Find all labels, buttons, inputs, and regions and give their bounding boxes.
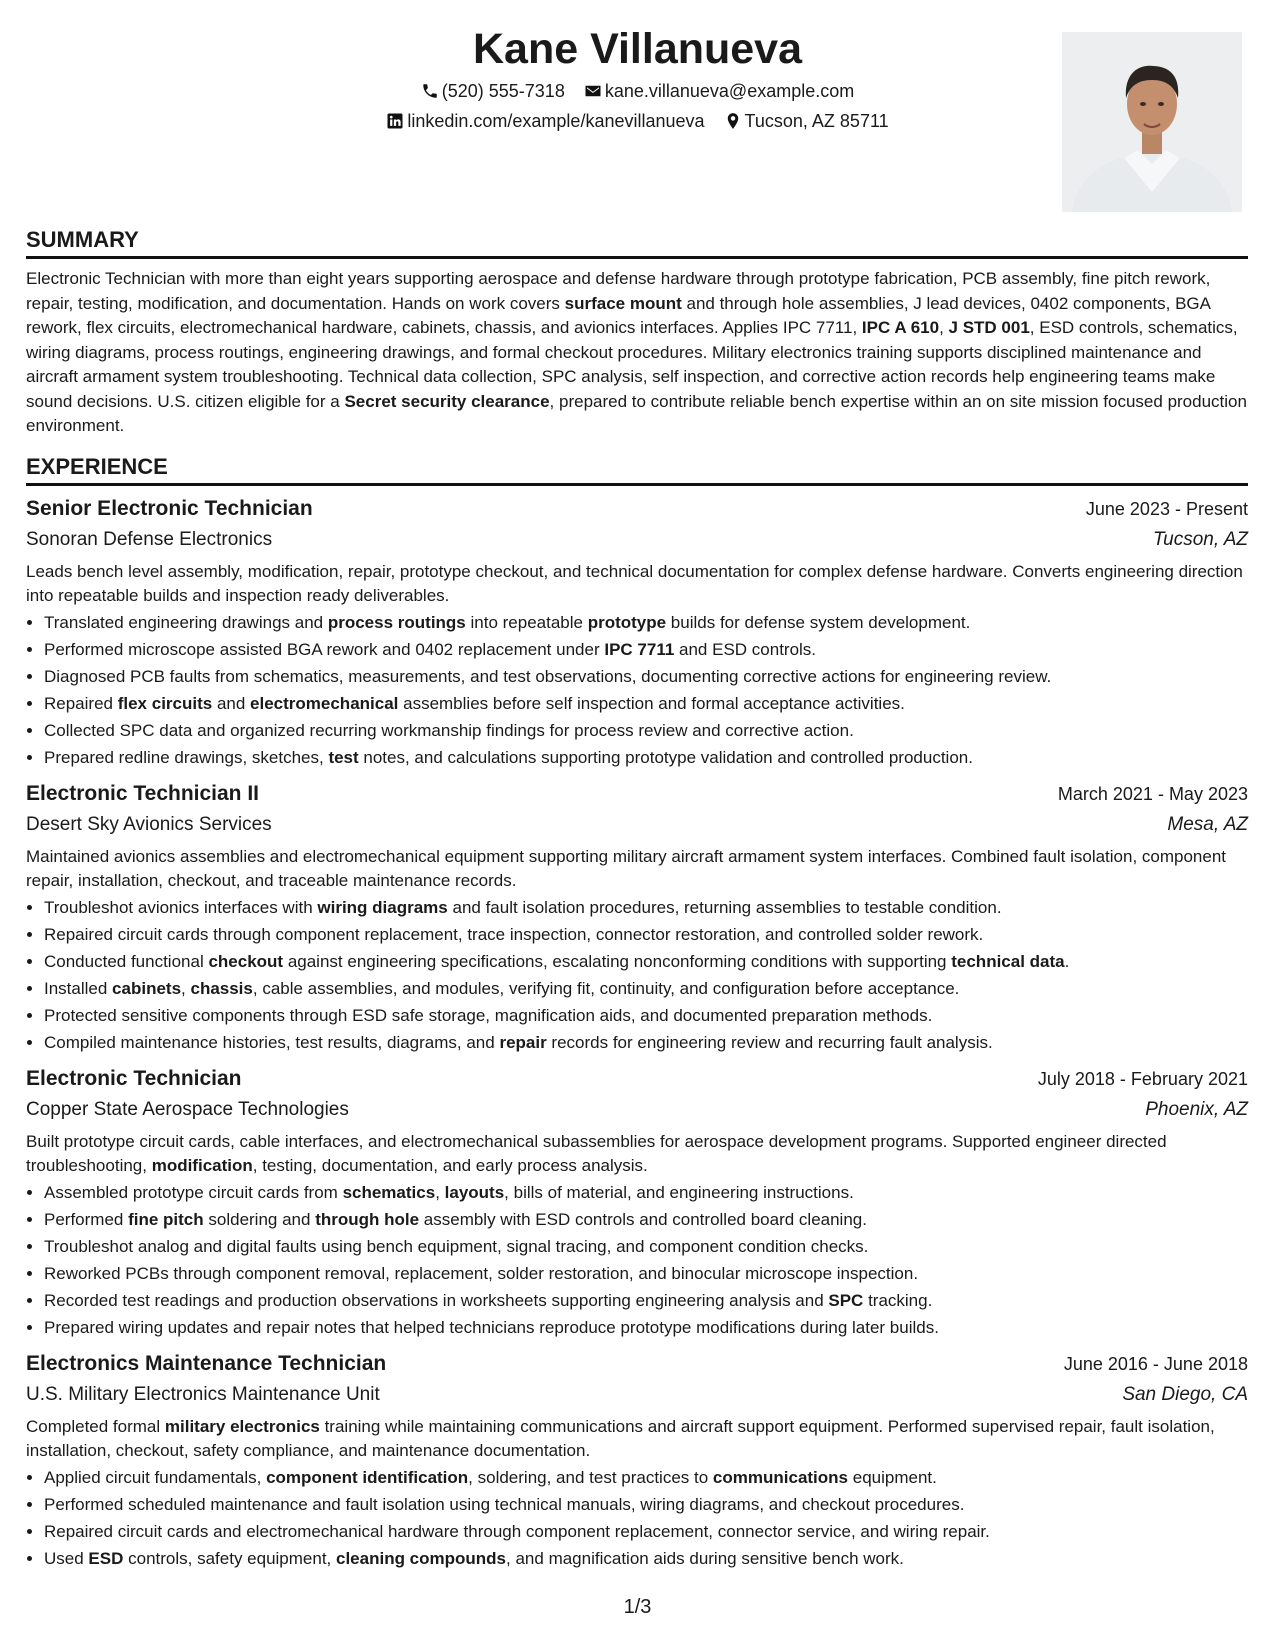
bold-text: layouts — [444, 1182, 505, 1202]
location-item — [724, 106, 889, 136]
job-bullets — [26, 609, 1248, 771]
bullet-item — [44, 609, 1248, 636]
profile-photo — [1062, 32, 1242, 212]
bullet-item — [44, 948, 1248, 975]
text-run: , — [181, 978, 191, 998]
bold-text: IPC A 610 — [861, 318, 940, 337]
bold-text: military electronics — [164, 1416, 320, 1436]
bold-text: component identification — [266, 1467, 469, 1487]
job-company: Copper State Aerospace Technologies — [26, 1098, 349, 1120]
bullet-item — [44, 1518, 1248, 1545]
bullet-item — [44, 975, 1248, 1002]
job-title: Senior Electronic Technician — [26, 496, 313, 520]
bold-text: cleaning compounds — [336, 1548, 507, 1568]
bold-text: communications — [712, 1467, 849, 1487]
job-company-row — [26, 809, 1248, 841]
text-run: Recorded test readings and production observations in worksheets supporting engineering analysis and — [44, 1290, 829, 1310]
job-title-row — [26, 1349, 1248, 1379]
job-location: San Diego, CA — [1122, 1383, 1248, 1405]
text-run: tracking. — [863, 1290, 933, 1310]
job-location: Tucson, AZ — [1152, 528, 1248, 550]
job-location: Mesa, AZ — [1167, 813, 1248, 835]
text-run: . — [1064, 951, 1070, 971]
text-run: Completed formal — [26, 1416, 165, 1436]
job-bullets — [26, 894, 1248, 1056]
text-run: Electronic Technician with more than eight years supporting aerospace and defense hardware through prototype fabrication, PCB assembly, fine pitch rework, repair, testing, modification, and documentation. Hands on work covers — [26, 269, 1211, 313]
text-run: Conducted functional — [44, 951, 209, 971]
text-run: builds for defense system development. — [666, 612, 971, 632]
text-run: Reworked PCBs through component removal, replacement, solder restoration, and binocular microscope inspection. — [44, 1263, 919, 1283]
bullet-item — [44, 636, 1248, 663]
bold-text: cabinets — [112, 978, 182, 998]
job-dates: March 2021 - May 2023 — [1057, 783, 1248, 804]
job-title: Electronics Maintenance Technician — [26, 1351, 387, 1375]
bullet-item — [44, 1545, 1248, 1572]
job-company-row — [26, 1379, 1248, 1411]
bold-text: IPC 7711 — [604, 639, 675, 659]
job-location: Phoenix, AZ — [1145, 1098, 1248, 1120]
text-run: Performed scheduled maintenance and fault isolation using technical manuals, wiring diagrams, and checkout procedures. — [44, 1494, 965, 1514]
job-title-row — [26, 779, 1248, 809]
text-run: assemblies before self inspection and formal acceptance activities. — [398, 693, 905, 713]
experience-divider — [26, 483, 1248, 486]
text-run: , soldering, and test practices to — [468, 1467, 713, 1487]
text-run: training while maintaining communications and aircraft support equipment. Performed supervised repair, fault isolation, installation, checkout, safety compliance, and maintenance documentation. — [26, 1416, 1215, 1460]
resume-content — [26, 226, 1248, 1572]
bullet-item — [44, 1314, 1248, 1341]
text-run: Diagnosed PCB faults from schematics, measurements, and test observations, documenting corrective actions for engineering review. — [44, 666, 1052, 686]
job-dates: June 2016 - June 2018 — [1063, 1353, 1248, 1374]
phone-icon — [421, 82, 439, 100]
text-run: records for engineering review and recurring fault analysis. — [546, 1032, 993, 1052]
text-run: notes, and calculations supporting prototype validation and controlled production. — [358, 747, 973, 767]
phone-item — [421, 76, 565, 106]
experience-heading: EXPERIENCE — [26, 453, 168, 479]
envelope-icon — [584, 82, 602, 100]
text-run: Used — [44, 1548, 89, 1568]
bold-text: technical data — [951, 951, 1065, 971]
job-company: U.S. Military Electronics Maintenance Unit — [26, 1383, 380, 1405]
bold-text: surface mount — [564, 293, 682, 313]
job-entry — [26, 779, 1248, 1056]
job-title-row — [26, 1064, 1248, 1094]
map-pin-icon — [724, 112, 742, 130]
experience-list — [26, 494, 1248, 1572]
bold-text: test — [328, 747, 359, 767]
profile-photo-image — [1062, 32, 1242, 212]
summary-paragraph — [26, 267, 1248, 439]
text-run: Built prototype circuit cards, cable interfaces, and electromechanical subassemblies for aerospace development programs. Supported engineer directed troubleshooting, — [26, 1131, 1167, 1175]
text-run: and — [212, 693, 251, 713]
bold-text: schematics — [342, 1182, 436, 1202]
phone-text: (520) 555-7318 — [441, 81, 565, 101]
bold-text: fine pitch — [128, 1209, 204, 1229]
text-run: Applied circuit fundamentals, — [44, 1467, 267, 1487]
email-item[interactable] — [584, 76, 854, 106]
email-text: kane.villanueva@example.com — [604, 81, 855, 101]
text-run: Performed — [44, 1209, 129, 1229]
bold-text: Secret security clearance — [344, 391, 550, 411]
text-run: Troubleshot analog and digital faults using bench equipment, signal tracing, and component condition checks. — [44, 1236, 869, 1256]
job-summary — [26, 1130, 1248, 1179]
candidate-name: Kane Villanueva — [472, 25, 803, 73]
bullet-item — [44, 1002, 1248, 1029]
text-run: , — [435, 1182, 445, 1202]
summary-heading: SUMMARY — [26, 227, 139, 252]
text-run: Repaired circuit cards through component replacement, trace inspection, connector restoration, and controlled solder rework. — [44, 924, 984, 944]
text-run: and fault isolation procedures, returning assemblies to testable condition. — [447, 897, 1002, 917]
job-entry — [26, 1064, 1248, 1341]
bold-text: modification — [151, 1156, 253, 1175]
job-company-row — [26, 1094, 1248, 1126]
text-run: , — [939, 318, 949, 337]
linkedin-text: linkedin.com/example/kanevillanueva — [407, 111, 705, 131]
text-run: Collected SPC data and organized recurring workmanship findings for process review and corrective action. — [44, 720, 854, 740]
text-run: soldering and — [203, 1209, 316, 1229]
job-dates: June 2023 - Present — [1085, 498, 1248, 519]
bullet-item — [44, 1206, 1248, 1233]
bold-text: chassis — [190, 978, 253, 998]
text-run: , bills of material, and engineering instructions. — [504, 1182, 854, 1202]
bullet-item — [44, 1029, 1248, 1056]
text-run: assembly with ESD controls and controlled board cleaning. — [419, 1209, 867, 1229]
text-run: Prepared redline drawings, sketches, — [44, 747, 329, 767]
text-run: , and magnification aids during sensitive bench work. — [506, 1548, 904, 1568]
bullet-item — [44, 1260, 1248, 1287]
bold-text: flex circuits — [117, 693, 213, 713]
bullet-item — [44, 690, 1248, 717]
text-run: controls, safety equipment, — [123, 1548, 336, 1568]
location-text: Tucson, AZ 85711 — [744, 111, 889, 131]
text-run: Translated engineering drawings and — [44, 612, 328, 632]
bold-text: checkout — [208, 951, 284, 971]
bullet-item — [44, 717, 1248, 744]
bullet-item — [44, 1287, 1248, 1314]
job-bullets — [26, 1464, 1248, 1572]
job-title: Electronic Technician — [26, 1066, 242, 1090]
text-run: Troubleshot avionics interfaces with — [44, 897, 318, 917]
text-run: Repaired — [44, 693, 118, 713]
summary-divider — [26, 256, 1248, 259]
text-run: , prepared to contribute reliable bench expertise within an on site mission focused production environment. — [26, 391, 1247, 435]
bullet-item — [44, 1491, 1248, 1518]
bullet-item — [44, 663, 1248, 690]
bold-text: J STD 001 — [948, 318, 1030, 337]
text-run: , testing, documentation, and early process analysis. — [252, 1156, 648, 1175]
job-summary — [26, 845, 1248, 894]
bold-text: electromechanical — [250, 693, 399, 713]
job-dates: July 2018 - February 2021 — [1037, 1068, 1248, 1089]
job-bullets — [26, 1179, 1248, 1341]
job-company: Desert Sky Avionics Services — [26, 813, 272, 835]
text-run: Protected sensitive components through ESD safe storage, magnification aids, and documented preparation methods. — [44, 1005, 933, 1025]
bullet-item — [44, 1179, 1248, 1206]
text-run: equipment. — [848, 1467, 937, 1487]
text-run: , ESD controls, schematics, wiring diagrams, process routings, engineering drawings, and formal checkout procedures. Military electronics training supports disciplined maintenance and aircraft armament system troubleshooting. Technical data collection, SPC analysis, self inspection, and corrective action records help engineering teams make sound decisions. U.S. citizen eligible for a — [26, 318, 1238, 411]
text-run: Prepared wiring updates and repair notes that helped technicians reproduce prototype modifications during later builds. — [44, 1317, 939, 1337]
bold-text: prototype — [587, 612, 667, 632]
text-run: against engineering specifications, escalating nonconforming conditions with supporting — [283, 951, 952, 971]
text-run: Installed — [44, 978, 113, 998]
job-company-row — [26, 524, 1248, 556]
job-summary — [26, 560, 1248, 609]
job-entry — [26, 1349, 1248, 1572]
text-run: Repaired circuit cards and electromechanical hardware through component replacement, connector service, and wiring repair. — [44, 1521, 990, 1541]
page-number: 1/3 — [623, 1596, 652, 1618]
bold-text: wiring diagrams — [317, 897, 448, 917]
bold-text: ESD — [88, 1548, 124, 1568]
text-run: , cable assemblies, and modules, verifying fit, continuity, and configuration before acceptance. — [252, 978, 960, 998]
linkedin-icon — [386, 112, 404, 130]
bold-text: process routings — [327, 612, 466, 632]
bullet-item — [44, 1464, 1248, 1491]
bullet-item — [44, 921, 1248, 948]
text-run: Maintained avionics assemblies and electromechanical equipment supporting military aircraft armament system interfaces. Combined fault isolation, component repair, installation, checkout, and traceable maintenance records. — [26, 846, 1227, 890]
text-run: into repeatable — [465, 612, 588, 632]
job-title: Electronic Technician II — [26, 781, 260, 805]
text-run: and ESD controls. — [674, 639, 817, 659]
text-run: Performed microscope assisted BGA rework and 0402 replacement under — [44, 639, 605, 659]
bullet-item — [44, 744, 1248, 771]
text-run: and through hole assemblies, J lead devices, 0402 components, BGA rework, flex circuits, electromechanical hardware, cabinets, chassis, and avionics interfaces. Applies IPC 7711, — [26, 293, 1211, 337]
bullet-item — [44, 894, 1248, 921]
bold-text: SPC — [828, 1290, 864, 1310]
text-run: Compiled maintenance histories, test results, diagrams, and — [44, 1032, 500, 1052]
job-company: Sonoran Defense Electronics — [26, 528, 273, 550]
bold-text: through hole — [315, 1209, 420, 1229]
bold-text: repair — [499, 1032, 547, 1052]
text-run: Assembled prototype circuit cards from — [44, 1182, 343, 1202]
job-summary — [26, 1415, 1248, 1464]
text-run: Leads bench level assembly, modification, repair, prototype checkout, and technical documentation for complex defense hardware. Converts engineering direction into repeatable builds and inspection ready deliverables. — [26, 561, 1243, 605]
linkedin-item[interactable] — [386, 106, 704, 136]
bullet-item — [44, 1233, 1248, 1260]
job-title-row — [26, 494, 1248, 524]
job-entry — [26, 494, 1248, 771]
